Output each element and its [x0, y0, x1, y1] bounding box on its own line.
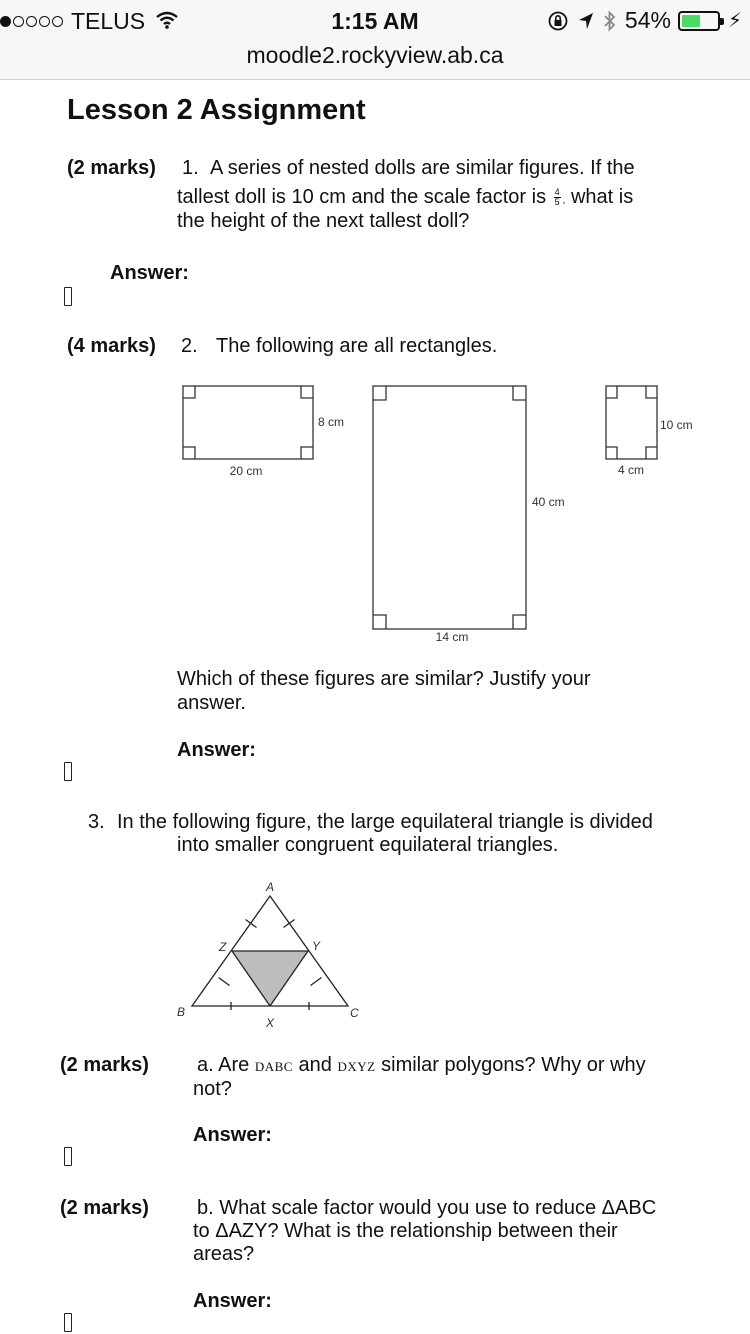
q3b-line2: to ΔAZY? What is the relationship between their	[193, 1220, 618, 1242]
q1-number: 1.	[182, 157, 199, 179]
vertex-label-x: X	[265, 1016, 275, 1030]
q1-line3: the height of the next tallest doll?	[177, 210, 470, 232]
q3-number: 3.	[88, 811, 105, 833]
bluetooth-icon	[603, 10, 617, 32]
q3b-answer-field[interactable]	[64, 1313, 72, 1332]
q3b-line3: areas?	[193, 1243, 255, 1265]
q1-marks: (2 marks)	[67, 157, 156, 179]
q3a-marks: (2 marks)	[60, 1054, 149, 1076]
scale-factor-fraction	[554, 188, 561, 207]
vertex-label-y: Y	[312, 939, 321, 953]
page-content	[0, 80, 750, 1334]
rectangles-diagram	[0, 370, 750, 660]
shaded-triangle-xyz	[232, 951, 308, 1006]
q3a-rest: similar polygons? Why or why	[381, 1054, 646, 1076]
rectangle-3	[606, 386, 657, 459]
q2-answer-label: Answer:	[177, 739, 256, 761]
page-title: Lesson 2 Assignment	[67, 94, 366, 126]
q3a-line2: not?	[193, 1078, 232, 1100]
url-text[interactable]: moodle2.rockyview.ab.ca	[246, 42, 504, 68]
fraction-numerator: 4	[554, 187, 560, 198]
q3b-marks: (2 marks)	[60, 1197, 149, 1219]
status-time: 1:15 AM	[331, 8, 419, 34]
q3a-line1	[197, 1053, 646, 1079]
q2-answer-field[interactable]	[64, 762, 72, 781]
q2-prompt-line2: answer.	[177, 692, 246, 714]
rect1-height-label: 8 cm	[318, 415, 345, 429]
rect2-height-label: 40 cm	[532, 495, 565, 509]
q2-text: The following are all rectangles.	[216, 335, 498, 357]
fraction-comma: ,	[562, 195, 566, 206]
fraction-denominator: 5	[554, 197, 560, 208]
triangle-diagram	[0, 875, 750, 1035]
triangle-xyz-symbol: DXYZ	[337, 1059, 376, 1074]
q1-line2-start: tallest doll is 10 cm and the scale factor is	[177, 186, 547, 208]
vertex-label-z: Z	[219, 940, 227, 954]
q1-line1: A series of nested dolls are similar figures. If the	[210, 157, 635, 179]
url-bar[interactable]	[0, 40, 750, 80]
battery-icon	[678, 11, 720, 31]
q2-number: 2.	[181, 335, 198, 357]
q3a-answer-field[interactable]	[64, 1147, 72, 1166]
rect3-width-label: 4 cm	[617, 463, 645, 477]
battery-level-fill	[682, 15, 700, 27]
orientation-lock-icon	[547, 10, 569, 32]
q2-marks: (4 marks)	[67, 335, 156, 357]
location-arrow-icon	[577, 11, 595, 31]
q3-line1: In the following figure, the large equilateral triangle is divided	[117, 811, 653, 833]
q3b-answer-label: Answer:	[193, 1290, 272, 1312]
q3a-prefix: a. Are	[197, 1054, 250, 1076]
rect3-height-label: 10 cm	[660, 418, 693, 432]
q1-answer-label: Answer:	[110, 262, 189, 284]
vertex-label-b: B	[177, 1005, 186, 1019]
rect1-width-label: 20 cm	[229, 464, 263, 478]
status-bar	[0, 0, 750, 40]
q3-line2: into smaller congruent equilateral triangles.	[177, 834, 559, 856]
status-right	[547, 7, 742, 34]
vertex-label-a: A	[265, 880, 275, 894]
q1-line2-end: what is	[570, 186, 634, 208]
rectangle-1	[183, 386, 313, 459]
q3a-and: and	[298, 1054, 332, 1076]
right-angle-marks-3	[606, 386, 657, 459]
carrier-name: TELUS	[71, 8, 146, 34]
right-angle-marks-2	[373, 386, 526, 629]
right-angle-marks-1	[183, 386, 313, 459]
q3a-answer-label: Answer:	[193, 1124, 272, 1146]
q1-answer-field[interactable]	[64, 287, 72, 306]
rectangle-2	[373, 386, 526, 629]
rect2-width-label: 14 cm	[435, 630, 469, 644]
vertex-label-c: C	[350, 1006, 359, 1020]
battery-percentage: 54%	[624, 7, 671, 33]
q2-prompt-line1: Which of these figures are similar? Justify your	[177, 668, 591, 690]
q3b-line1: b. What scale factor would you use to reduce ΔABC	[197, 1197, 657, 1219]
charging-bolt-icon: ⚡︎	[727, 10, 742, 32]
triangle-abc-symbol: DABC	[254, 1059, 293, 1074]
